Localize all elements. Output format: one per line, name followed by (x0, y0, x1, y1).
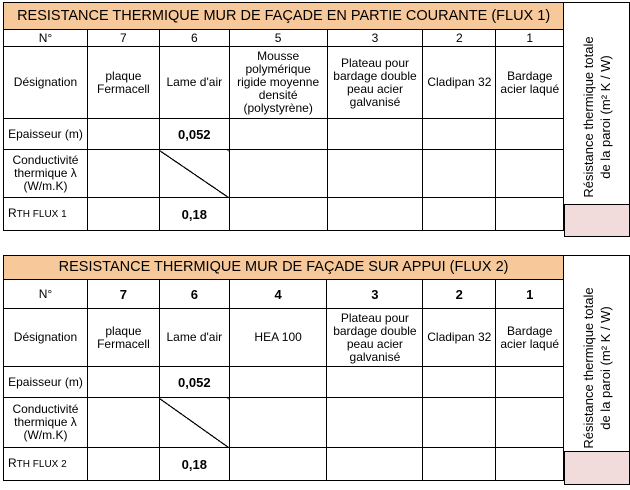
rth-cell (423, 198, 496, 231)
epaisseur-value: 0,052 (159, 367, 229, 398)
rth-label-sub: TH FLUX 2 (16, 459, 67, 470)
number-cell: 1 (496, 30, 564, 47)
designation-cell: plaque Fermacell (87, 47, 159, 119)
conductivite-cell (229, 150, 327, 198)
table-flux-2 (3, 255, 630, 481)
number-cell: 5 (229, 30, 327, 47)
rth-cell (496, 448, 564, 481)
conductivite-cell (327, 150, 423, 198)
designation-cell: Cladipan 32 (423, 47, 496, 119)
rth-label-main: R (8, 456, 17, 470)
epaisseur-value: 0,052 (159, 119, 229, 150)
conductivite-cell (87, 398, 159, 448)
conductivite-label: Conductivité thermique λ (W/m.K) (4, 150, 88, 198)
rth-label-main: R (8, 206, 17, 220)
number-cell: 6 (159, 30, 229, 47)
designation-cell: Lame d'air (159, 309, 229, 367)
number-cell: 3 (327, 30, 423, 47)
total-resistance-header (564, 3, 630, 231)
designation-cell: plaque Fermacell (87, 309, 159, 367)
epaisseur-cell (229, 119, 327, 150)
table-title: RESISTANCE THERMIQUE MUR DE FAÇADE SUR APPUI (FLUX 2) (4, 256, 564, 280)
rth-cell (229, 448, 327, 481)
designation-cell: Plateau pour bardage double peau acier galvanisé (327, 47, 423, 119)
designation-cell: Cladipan 32 (423, 309, 496, 367)
epaisseur-cell (327, 367, 423, 398)
designation-cell: Mousse polymérique rigide moyenne densité (polystyrène) (229, 47, 327, 119)
total-resistance-label: Résistance thermique totale de la paroi (m² K / W) (580, 35, 613, 198)
epaisseur-cell (87, 367, 159, 398)
epaisseur-cell (423, 367, 496, 398)
conductivite-cell (496, 398, 564, 448)
conductivite-cell (423, 150, 496, 198)
designation-cell: Bardage acier laqué (496, 309, 564, 367)
number-header: N° (4, 280, 88, 309)
epaisseur-cell (327, 119, 423, 150)
conductivite-cell (327, 398, 423, 448)
conductivite-na-cell (159, 398, 229, 448)
designation-cell: Plateau pour bardage double peau acier galvanisé (327, 309, 423, 367)
conductivite-cell (87, 150, 159, 198)
epaisseur-cell (496, 367, 564, 398)
conductivite-cell (423, 398, 496, 448)
total-resistance-header (564, 256, 630, 481)
designation-label: Désignation (4, 309, 88, 367)
epaisseur-cell (87, 119, 159, 150)
rth-cell (327, 198, 423, 231)
number-cell: 7 (87, 280, 159, 309)
total-resistance-label: Résistance thermique totale de la paroi (m² K / W) (580, 287, 613, 449)
rth-cell (229, 198, 327, 231)
rth-value: 0,18 (159, 448, 229, 481)
epaisseur-cell (496, 119, 564, 150)
number-cell: 7 (87, 30, 159, 47)
conductivite-na-cell (159, 150, 229, 198)
epaisseur-label: Epaisseur (m) (4, 119, 88, 150)
rth-cell (327, 448, 423, 481)
conductivite-cell (496, 150, 564, 198)
conductivite-cell (229, 398, 327, 448)
rth-cell (87, 448, 159, 481)
designation-label: Désignation (4, 47, 88, 119)
number-cell: 2 (423, 280, 496, 309)
number-cell: 3 (327, 280, 423, 309)
rth-label (4, 448, 88, 481)
epaisseur-label: Epaisseur (m) (4, 367, 88, 398)
epaisseur-cell (423, 119, 496, 150)
epaisseur-cell (229, 367, 327, 398)
designation-cell: HEA 100 (229, 309, 327, 367)
rth-label (4, 198, 88, 231)
number-cell: 2 (423, 30, 496, 47)
number-header: N° (4, 30, 88, 47)
table-flux-1 (3, 2, 630, 231)
designation-cell: Bardage acier laqué (496, 47, 564, 119)
rth-cell (423, 448, 496, 481)
rth-label-sub: TH FLUX 1 (16, 209, 67, 220)
total-resistance-cell (564, 204, 630, 237)
designation-cell: Lame d'air (159, 47, 229, 119)
number-cell: 4 (229, 280, 327, 309)
rth-value: 0,18 (159, 198, 229, 231)
table-title: RESISTANCE THERMIQUE MUR DE FAÇADE EN PARTIE COURANTE (FLUX 1) (4, 3, 564, 30)
number-cell: 6 (159, 280, 229, 309)
number-cell: 1 (496, 280, 564, 309)
conductivite-label: Conductivité thermique λ (W/m.K) (4, 398, 88, 448)
rth-cell (87, 198, 159, 231)
rth-cell (496, 198, 564, 231)
total-resistance-cell (564, 451, 630, 485)
